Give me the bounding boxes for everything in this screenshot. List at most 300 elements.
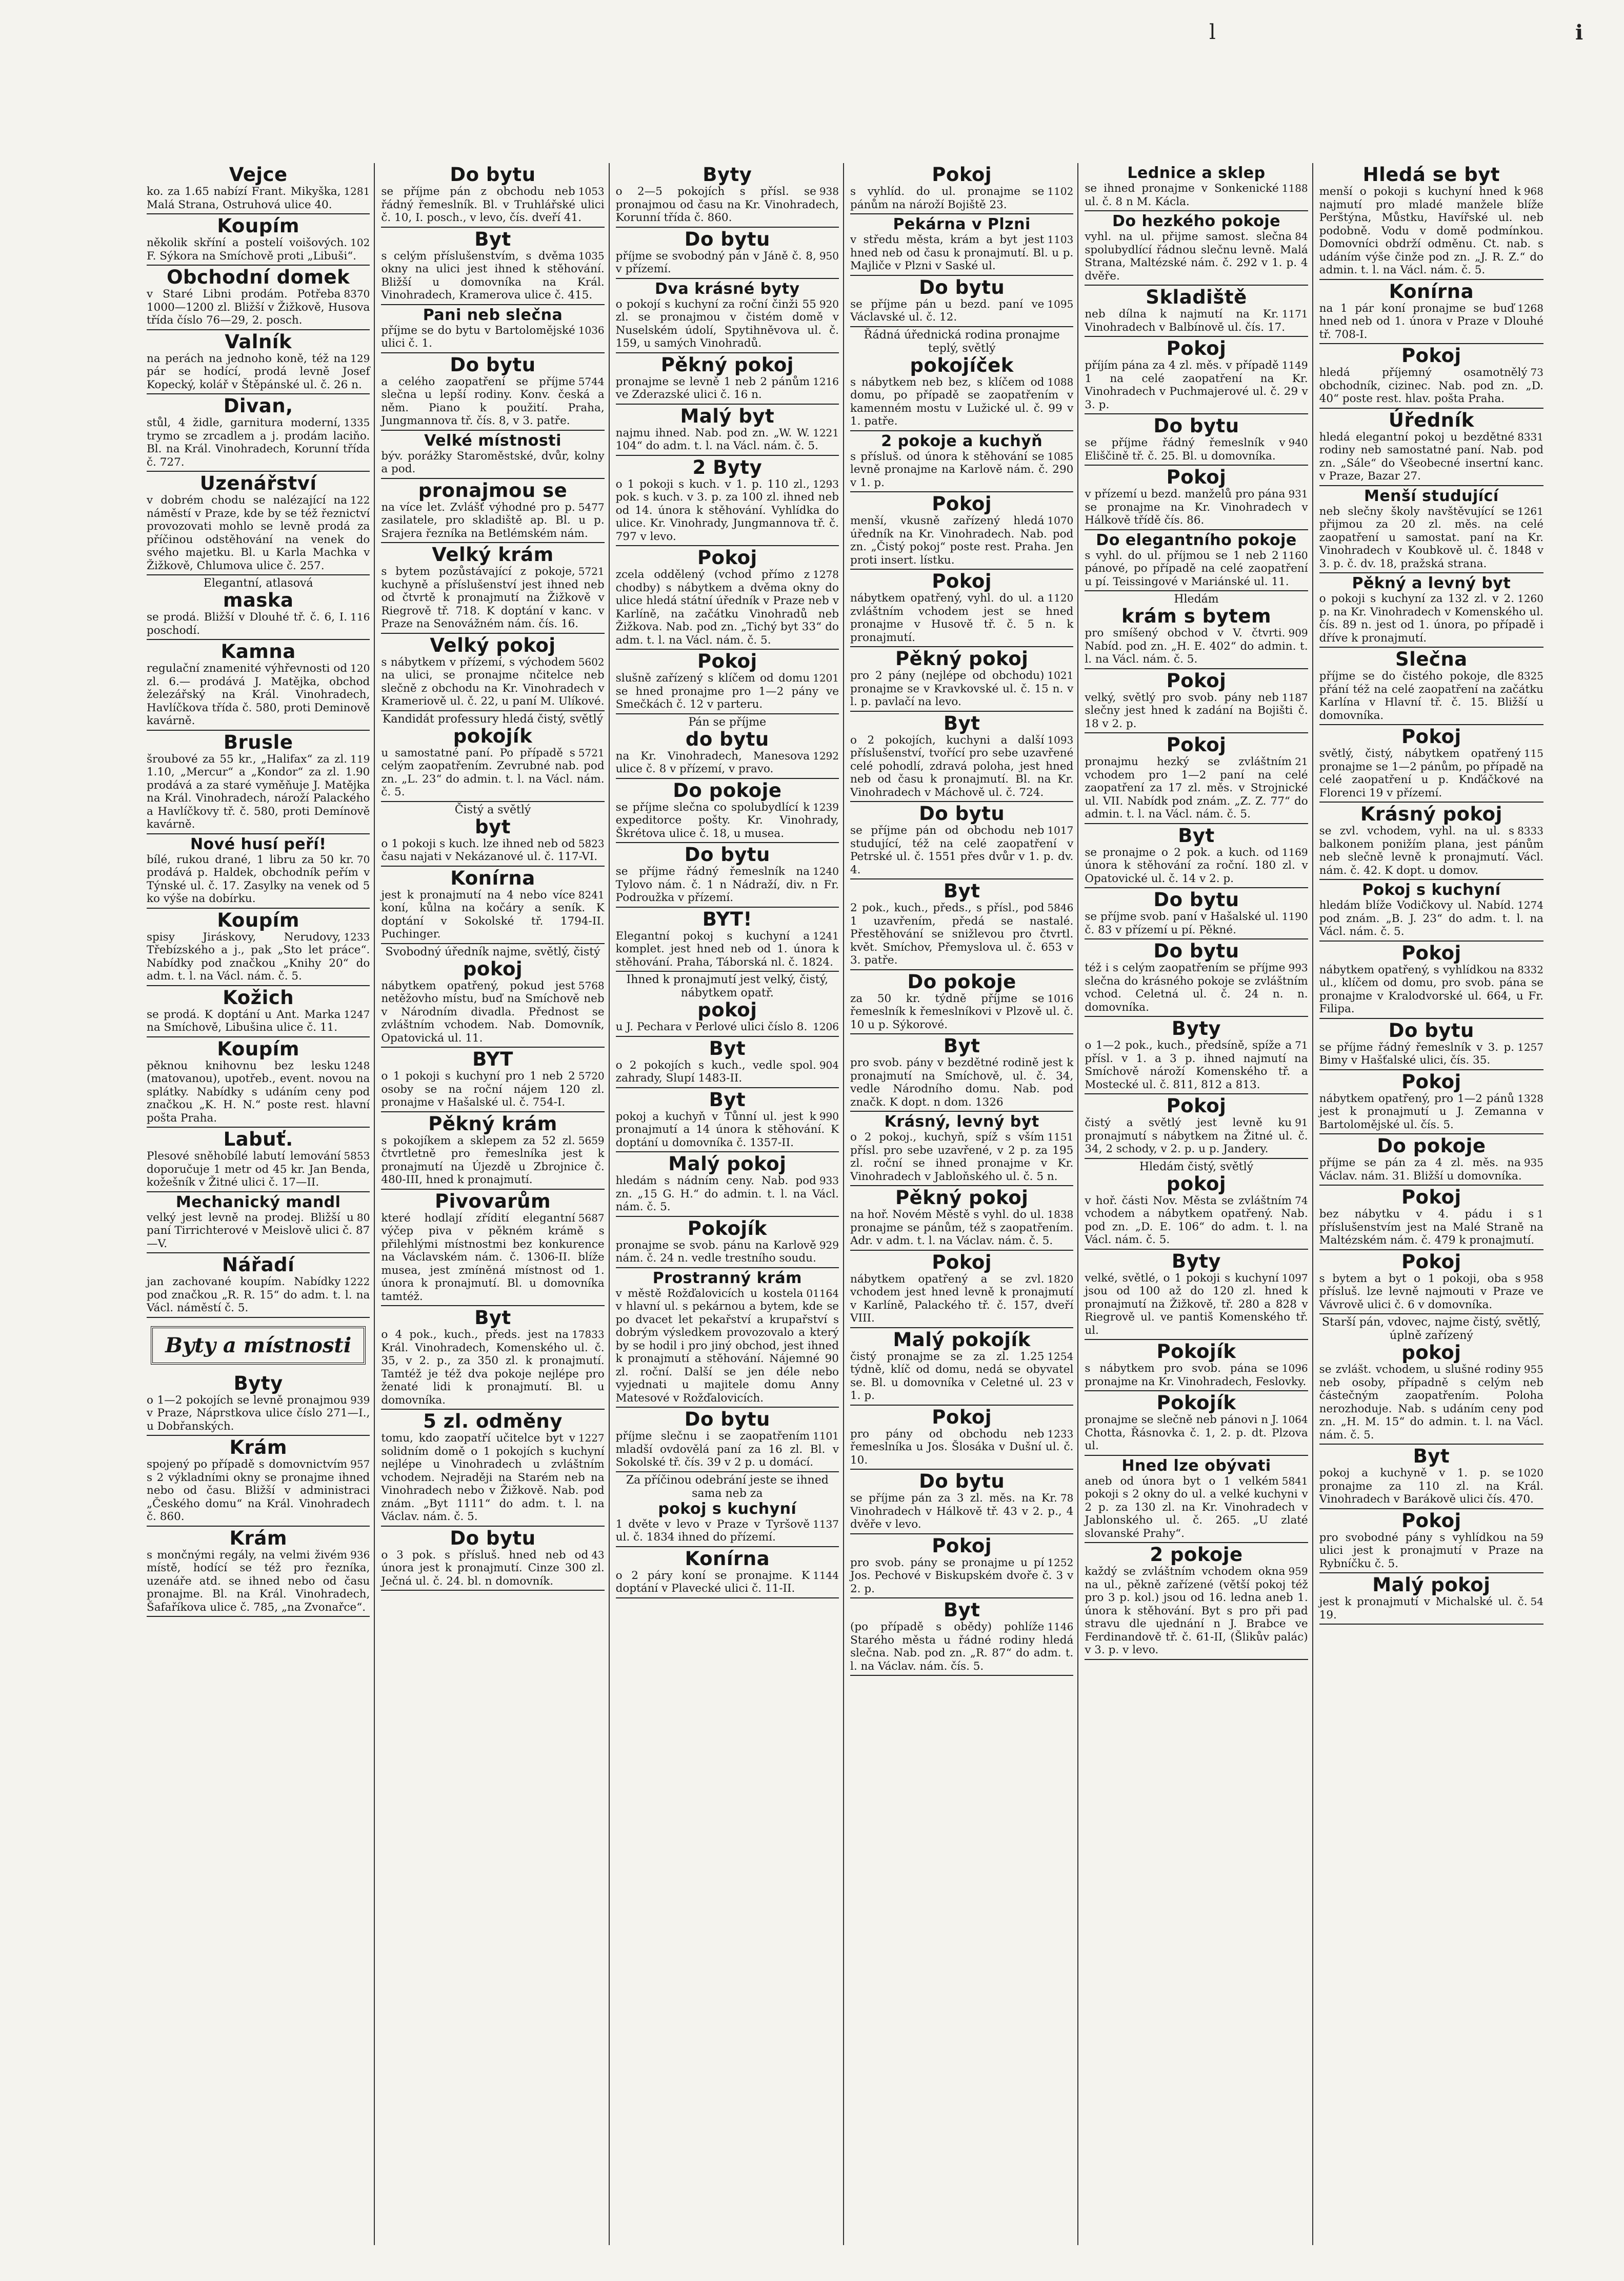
classified-ad	[616, 405, 839, 456]
ad-text	[381, 1070, 604, 1109]
ad-body: se příjme slečna co spolubydlící k expeditorce pošty. Kr. Vinohrady, Škrétova ulice č. 18, u musea.	[615, 801, 839, 840]
ad-body: o 4 pok., kuch., předs. jest na Král. Vinohradech, Komenského ul. č. 35, v 2. p., za 350 zl. k pronajmutí. Tamtéž je též dva pokoje nejlépe pro ženaté lidi k pronajmutí. Bl. u domovníka.	[381, 1328, 605, 1407]
classified-ad	[616, 714, 839, 779]
ad-number: 1268	[1517, 302, 1543, 314]
ad-heading: BYT!	[702, 908, 752, 930]
ad-text	[850, 1556, 1073, 1596]
ad-text	[381, 1432, 604, 1524]
ad-heading: pokojík	[453, 725, 533, 747]
classified-ad	[850, 1186, 1073, 1251]
ad-number: 957	[350, 1458, 370, 1470]
ad-text	[616, 1174, 839, 1214]
ad-number: 5744	[578, 375, 605, 388]
ad-body: pro svobodné pány s vyhlídkou na ulici jest k pronajmutí v Praze na Rybníčku č. 5.	[1319, 1531, 1543, 1570]
classified-ad	[850, 1112, 1073, 1186]
ad-heading: Pokoj	[932, 164, 992, 186]
ad-text	[1319, 1041, 1543, 1067]
classified-ad	[616, 456, 839, 547]
ad-text	[1319, 1156, 1543, 1183]
page-mark-right: i	[1575, 21, 1583, 45]
ad-text	[616, 1287, 839, 1405]
ad-text	[1085, 1272, 1308, 1337]
ad-number: 1036	[578, 324, 605, 336]
ad-body: s bytem a byt o 1 pokoji, oba s přísluš. lze levně najmouti v Praze ve Vávrově ulici č. 6 v domovníka.	[1319, 1272, 1543, 1311]
ad-heading: Do bytu	[919, 803, 1005, 825]
ad-body: hledám s nádním ceny. Nab. pod zn. „15 G. H.“ do admin. t. l. na Václ. nám. č. 5.	[615, 1174, 839, 1213]
ad-heading: Do bytu	[919, 276, 1005, 298]
ad-heading: Skladiště	[1146, 286, 1247, 308]
ad-text	[616, 865, 839, 905]
ad-text	[1085, 359, 1308, 411]
classified-ad	[1085, 1456, 1308, 1544]
ad-body: se příjme svob. paní v Hašalské ul. č. 83 v přízemí u pí. Pěkné.	[1085, 910, 1279, 936]
ad-number: 5721	[578, 746, 605, 759]
ad-text	[850, 992, 1073, 1032]
classified-ad	[1085, 824, 1308, 889]
ad-heading: Krám	[229, 1436, 287, 1458]
ad-heading: Malý pokoj	[1372, 1574, 1491, 1596]
ad-heading: Pokoj	[697, 547, 757, 569]
ad-text	[1319, 1363, 1543, 1442]
ad-heading: Byt	[943, 1035, 980, 1057]
ad-body: bílé, rukou drané, 1 libru za 50 kr. prodává p. Haldek, obchodník peřím v Týnské ul. č. 17. Zasylky na venek od 5 ko výše na dobírku.	[147, 853, 370, 905]
ad-heading: pokoj	[697, 999, 757, 1021]
classified-ad	[1319, 1509, 1543, 1574]
ad-number: 955	[1523, 1363, 1543, 1375]
classified-ad	[381, 353, 604, 431]
ad-text	[381, 1328, 604, 1407]
ad-number: 1278	[813, 568, 839, 581]
ad-text	[1085, 627, 1308, 666]
classified-ad	[850, 492, 1073, 570]
classified-ad	[147, 1436, 370, 1527]
classified-ad	[1085, 1250, 1308, 1340]
ad-heading: Dva krásné byty	[655, 279, 800, 298]
ad-heading: Pokoj	[1166, 466, 1227, 488]
ad-body: o 3 pok. s přísluš. hned neb od února jest k pronajmutí. Cinze 300 zl. Ječná ul. č. 24. bl. n domovník.	[381, 1548, 605, 1588]
ad-number: 1274	[1517, 899, 1543, 911]
classified-ad	[1085, 163, 1308, 211]
ad-number: 1247	[344, 1008, 370, 1021]
classified-ad	[381, 1306, 604, 1410]
ad-heading: Slečna	[1395, 648, 1468, 670]
ad-number: 1102	[1047, 185, 1074, 197]
classified-ad	[1085, 591, 1308, 669]
ad-body: v hoř. části Nov. Města se zvláštním vchodem a nábytkem opatřený. Nab. pod zn. „D. E. 106“ do adm. t. l. na Václ. nám. č. 5.	[1085, 1194, 1308, 1246]
ad-number: 73	[1530, 366, 1543, 378]
ad-number: 904	[819, 1058, 839, 1071]
ad-intro: Ihned k pronajmutí jest velký, čistý, nábytkem opatř.	[626, 973, 829, 999]
ad-heading: Byt	[943, 880, 980, 902]
column-5	[1080, 163, 1313, 2245]
ad-number: 01164	[806, 1287, 839, 1299]
ad-heading: Hledá se byt	[1362, 164, 1500, 186]
ad-number: 1101	[813, 1430, 839, 1442]
ad-number: 1838	[1047, 1208, 1074, 1220]
ad-number: 115	[1523, 747, 1543, 759]
ad-heading: Pokoj	[1401, 942, 1461, 964]
ad-number: 920	[819, 297, 839, 310]
classified-ad	[147, 472, 370, 575]
classified-ad	[1319, 486, 1543, 574]
ad-body: pro svob. pány v bezdětné rodině jest k pronajmutí na Smíchově, ul. č. 34, vedle Národního domu. Nab. pod značk. K dopt. n dom. 1326	[850, 1056, 1074, 1109]
ad-number: 1095	[1047, 297, 1074, 310]
ad-heading: Pokojík	[687, 1217, 767, 1239]
ad-heading: pokoj	[1401, 1342, 1461, 1364]
ad-body: pronajme se slečně neb pánovi n J. Chotta, Řásnovka č. 1, 2. p. dt. Plzova ul.	[1085, 1413, 1308, 1452]
ad-text	[381, 450, 604, 476]
ad-heading: Do bytu	[919, 1470, 1005, 1492]
ad-number: 931	[1288, 488, 1308, 500]
ad-body: pěknou knihovnu bez lesku (matovanou), upotřeb., event. novou na splátky. Nabídky s udáním ceny pod značkou „K. H. N.“ poste rest. hlavní pošta Praha.	[147, 1059, 370, 1125]
ad-heading: Nové husí peří!	[190, 835, 327, 853]
ad-body: neb slečny školy navštěvující se přijmou za 20 zl. měs. na celé zaopatření u samostat. paní na Kr. Vinohradech v Koubkově ul. č. 1848 v 3. p. č. dv. 18, pražská strana.	[1319, 505, 1543, 570]
ad-heading: Valník	[225, 330, 292, 353]
classified-ad	[381, 944, 604, 1048]
ad-body: s celým příslušenstvím, s dvěma okny na ulici jest ihned k stěhování. Bližší u domovníka na Král. Vinohradech, Kramerova ulice č. 415.	[381, 249, 605, 302]
ad-heading: Do bytu	[684, 228, 770, 250]
ad-intro: Za příčinou odebrání jeste se ihned sama neb za	[626, 1473, 829, 1500]
ad-text	[1319, 670, 1543, 722]
classified-ad	[1085, 466, 1308, 530]
ad-number: 8332	[1517, 963, 1543, 976]
ad-text	[1085, 230, 1308, 283]
ad-text	[1085, 549, 1308, 589]
ad-number: 5841	[1281, 1474, 1308, 1487]
ad-heading: Byty	[233, 1372, 283, 1394]
ad-heading: Pokoj	[1401, 345, 1461, 367]
ad-text	[147, 416, 370, 469]
ad-body: pro 2 pány (nejlépe od obchodu) pronajme se v Kravkovské ul. č. 15 n. v l. p. pavlačí na levo.	[850, 669, 1074, 708]
ad-body: slušně zařízený s klíčem od domu se hned pronajme pro 1—2 pány ve Smečkách č. 12 v parteru.	[615, 672, 839, 711]
ad-text	[1319, 1272, 1543, 1312]
ad-number: 116	[350, 611, 370, 623]
ad-body: o 1—2 pok., kuch., předsíně, spíže a přísl. v 1. a 3 p. ihned najmutí na Smíchově nároží Komenského tř. a Mostecké ul. č. 811, 812 a 813.	[1085, 1039, 1308, 1091]
ad-heading: Malý pokoj	[668, 1153, 787, 1175]
ad-text	[616, 1430, 839, 1469]
ad-number: 1088	[1047, 375, 1074, 388]
ad-body: se prodá. K doptání u Ant. Marka na Smíchově, Libušina ulice č. 11.	[147, 1008, 341, 1034]
classified-ad	[147, 986, 370, 1037]
ad-heading: Do bytu	[1153, 415, 1239, 437]
ad-text	[147, 236, 370, 263]
ad-body: s bytem pozůstávající z pokoje, kuchyně a příslušenství jest ihned neb od čtvrtě k pronajmutí na Žižkově v Riegrově tř. 718. K doptání v kanc. v Praze na Senovážném nám. čís. 16.	[381, 565, 605, 630]
ad-number: 8331	[1517, 430, 1543, 443]
ad-body: s vyhl. do ul. příjmou se 1 neb 2 pánové, po případě na celé zaopatření u pí. Teissingové v Mariánské ul. 11.	[1085, 549, 1308, 588]
ad-body: se příjme řádný řemeslník na Tylovo nám. č. 1 n Nádraží, div. n Fr. Podroužka v přízemí.	[615, 865, 839, 904]
ad-body: 1 dvěte v levo v Praze v Tyršově ul. č. 1834 ihned do přízemí.	[615, 1517, 810, 1544]
ad-number: 122	[350, 494, 370, 506]
ad-body: jest k pronajmutí v Michalské ul. č. 19.	[1319, 1595, 1528, 1622]
classified-ad	[147, 731, 370, 834]
ad-text	[616, 930, 839, 969]
ad-text	[1085, 910, 1308, 936]
ad-heading: BYT	[472, 1048, 513, 1070]
ad-number: 1190	[1281, 910, 1308, 923]
ad-body: s vyhlíd. do ul. pronajme se pánům na nároží Bojiště 23.	[850, 185, 1045, 211]
ad-text	[1085, 1565, 1308, 1657]
ad-body: příjme se pán za 4 zl. měs. na Václav. nám. 31. Bližší u domovníka.	[1319, 1156, 1522, 1183]
classified-ad	[147, 834, 370, 909]
ad-text	[1085, 755, 1308, 821]
ad-body: na hoř. Novém Městě s vyhl. do ul. pronajme se pánům, též s zaopatřením. Adr. v adm. t. l. na Václav. nám. č. 5.	[850, 1208, 1074, 1247]
ad-number: 70	[356, 853, 370, 866]
ad-body: Plesové sněhobílé labutí lemování doporučuje 1 metr od 45 kr. Jan Benda, kožešník v Žitné ulici č. 17—II.	[147, 1150, 370, 1189]
ad-number: 8325	[1517, 670, 1543, 682]
ad-body: v dobrém chodu se nalézající na náměstí v Praze, kde by se též řeznictví provozovati mohlo se levně prodá za příčinou odstěhování na venek do svého majetku. Bl. u Karla Machka v Žižkově, Chlumova ulice č. 257.	[147, 494, 370, 572]
classified-ad	[850, 970, 1073, 1035]
ad-text	[147, 611, 370, 637]
ad-number: 21	[1295, 755, 1308, 768]
ad-text	[850, 1208, 1073, 1248]
ad-heading: Do bytu	[684, 844, 770, 866]
ad-heading: Byty	[1171, 1250, 1221, 1272]
ad-body: pronajme se levně 1 neb 2 pánům ve Zderazské ulici č. 16 n.	[615, 375, 810, 401]
classified-ad	[850, 276, 1073, 327]
classified-ad	[381, 431, 604, 479]
ad-heading: Kamna	[220, 641, 296, 663]
ad-heading: Pokoj	[932, 1534, 992, 1557]
ad-text	[850, 1131, 1073, 1183]
ad-text	[616, 185, 839, 225]
ad-number: 8241	[578, 888, 605, 901]
ad-text	[616, 1021, 839, 1034]
classified-ad	[1085, 888, 1308, 939]
ad-text	[616, 250, 839, 276]
ad-text	[381, 747, 604, 799]
ad-body: nábytkem opatřený, s vyhlídkou na ul., klíčem od domu, pro svob. pána se pronajme v Kralodvorské ul. 664, u Fr. Filipa.	[1319, 963, 1543, 1015]
ad-body: hledá příjemný osamotnělý obchodník, cizinec. Nab. pod zn. „D. 40“ poste rest. hlav. pošta Praha.	[1319, 366, 1543, 405]
ad-number: 1233	[344, 930, 370, 943]
ad-heading: Malý byt	[680, 405, 775, 427]
classified-ad	[1319, 409, 1543, 486]
ad-number: 935	[1523, 1156, 1543, 1169]
ad-number: 1328	[1517, 1092, 1543, 1105]
ad-text	[147, 662, 370, 728]
classified-ad	[850, 214, 1073, 276]
ad-heading: pokojíček	[910, 354, 1014, 376]
classified-ad	[850, 1034, 1073, 1112]
ad-heading: 2 pokoje a kuchyň	[881, 432, 1043, 450]
ad-text	[147, 1059, 370, 1125]
ad-number: 1281	[344, 185, 370, 197]
ad-heading: pokoj	[1166, 1172, 1227, 1195]
ad-heading: krám s bytem	[1121, 605, 1272, 627]
ad-text	[850, 669, 1073, 709]
ad-number: 938	[819, 185, 839, 197]
ad-number: 5687	[578, 1211, 605, 1224]
ad-heading: 2 Byty	[692, 456, 763, 478]
ad-body: se příjme pán u bezd. paní ve Václavské ul. č. 12.	[850, 297, 1045, 324]
ad-text	[850, 298, 1073, 324]
ad-text	[147, 1394, 370, 1433]
ad-number: 1103	[1047, 233, 1074, 246]
ad-text	[147, 853, 370, 906]
ad-heading: Úředník	[1388, 409, 1474, 431]
ad-heading: Prostranný krám	[652, 1269, 802, 1287]
column-6	[1315, 163, 1548, 2245]
ad-text	[147, 931, 370, 983]
ad-heading: Obchodní domek	[167, 266, 350, 288]
ad-body: s pokojíkem a sklepem za 52 zl. čtvrtletně pro řemeslníka jest k pronajmutí na Újezdě u Zbrojnice č. 480-III, hned k pronajmutí.	[381, 1134, 605, 1186]
ad-number: 933	[819, 1174, 839, 1187]
classified-ad	[850, 570, 1073, 647]
classified-ad	[1319, 1314, 1543, 1445]
classified-ad	[381, 1112, 604, 1190]
ad-body: na Kr. Vinohradech, Manesova ulice č. 8 v přízemí, v pravo.	[615, 749, 810, 775]
classified-ad	[147, 266, 370, 330]
ad-number: 1201	[813, 672, 839, 684]
ad-text	[850, 734, 1073, 799]
ad-body: pro pány od obchodu neb řemeslníka u Jos. Šlosáka v Dušní ul. č. 10.	[850, 1427, 1074, 1467]
ad-number: 5720	[578, 1070, 605, 1082]
ad-body: nábytkem opatřený, pro 1—2 pánů jest k pronajmutí u J. Zemanna v Bartolomějské ul. čís. 5.	[1319, 1092, 1543, 1131]
ad-body: světlý, čistý, nábytkem opatřený pronajme se 1—2 pánům, po případě na celé zaopatření u p. Knďáčkové na Florenci 19 v přízemí.	[1319, 747, 1543, 799]
ad-number: 1241	[813, 929, 839, 942]
classified-ad	[1319, 1445, 1543, 1509]
ad-body: se zvl. vchodem, vyhl. na ul. s balkonem ponižím plana, jest pánům neb slečně levně k pronajmutí. Václ. nám. č. 42. K dopt. u domov.	[1319, 825, 1543, 877]
ad-text	[850, 1620, 1073, 1673]
ad-number: 1239	[813, 801, 839, 813]
ad-text	[381, 889, 604, 941]
ad-heading: Byt	[474, 228, 511, 250]
ad-heading: Pokoj	[1401, 1186, 1461, 1208]
classified-ad	[1085, 669, 1308, 734]
ad-heading: Labuť.	[223, 1128, 293, 1150]
ad-number: 1248	[344, 1059, 370, 1072]
classified-ad	[147, 909, 370, 986]
ad-intro: Čistý a světlý	[454, 803, 531, 816]
ad-number: 1137	[813, 1517, 839, 1530]
ad-body: o 1 pokoji s kuch. lze ihned neb od času najati v Nekázanové ul. č. 117-VI.	[381, 837, 598, 863]
ad-text	[850, 1428, 1073, 1467]
classified-ad	[1319, 1134, 1543, 1186]
ad-body: s nábytkem v přízemí, s východem na ulici, se pronajme nčitelce neb slečně z obchodu na Kr. Vinohradech v Krameriově ul. č. 22, u paní M. Ulíkové.	[381, 655, 605, 708]
ad-body: se ihned pronajme v Sonkenické ul. č. 8 n M. Kácla.	[1085, 182, 1279, 208]
ad-body: menší, vkusně zařízený hledá úředník na Kr. Vinohradech. Nab. pod zn. „Čistý pokoj“ poste rest. Praha. Jen proti insert. lístku.	[850, 514, 1074, 567]
ad-number: 5659	[578, 1134, 605, 1147]
ad-intro: Pán se příjme	[688, 715, 767, 729]
ad-body: pronajme se svob. pánu na Karlově nám. č. 24 n. vedle trestního soudu.	[615, 1238, 816, 1265]
ad-number: 17833	[572, 1328, 605, 1340]
classified-ad	[1085, 211, 1308, 286]
classified-ad	[381, 867, 604, 944]
ad-number: 1016	[1047, 992, 1074, 1005]
classified-ad	[616, 279, 839, 353]
ad-text	[1319, 366, 1543, 406]
ad-body: příjme se do čistého pokoje, dle přání též na celé zaopatření na začátku Karlína v Hlavní tř. č. 15. Bližší u domovníka.	[1319, 670, 1543, 722]
ad-heading: Koupím	[217, 1037, 299, 1060]
ad-text	[850, 592, 1073, 644]
ad-heading: Uzenářství	[199, 472, 317, 494]
ad-heading: Byty	[703, 164, 752, 186]
ad-number: 5768	[578, 979, 605, 992]
ad-heading: Pani neb slečna	[423, 306, 563, 324]
ad-heading: Pokoj	[1401, 1250, 1461, 1273]
ad-intro: Svobodný úředník najme, světlý, čistý	[385, 945, 600, 958]
ad-heading: Vejce	[229, 164, 288, 186]
ad-number: 91	[1295, 1116, 1308, 1129]
ad-intro: Starší pán, vdovec, najme čistý, světlý, úplně zařízený	[1321, 1316, 1541, 1342]
ad-number: 1085	[1047, 450, 1074, 463]
ad-number: 5823	[578, 837, 605, 850]
ad-text	[1319, 1467, 1543, 1506]
ad-number: 1293	[813, 477, 839, 490]
ad-text	[1085, 1475, 1308, 1540]
ad-body: se příjme pán z obchodu neb řádný řemeslník. Bl. v Truhlářské ulici č. 10, I. posch., v levo, čís. dveří 41.	[381, 185, 605, 224]
ad-text	[1319, 185, 1543, 277]
ad-heading: Konírna	[685, 1547, 770, 1570]
ad-heading: Lednice a sklep	[1127, 164, 1266, 182]
ad-body: zcela oddělený (vchod přímo z chodby) s nábytkem a dvěma okny do ulice hledá státní úředník v Praze neb v Karlíně, na začátku Vinohradů neb Žižkova. Nab. pod zn. „Tichý byt 33“ do adm. t. l. na Václ. nám. č. 5.	[615, 568, 839, 647]
ad-number: 993	[1288, 962, 1308, 974]
ad-body: s nábytkem pro svob. pána se pronajme na Kr. Vinohradech, Feslovky.	[1085, 1362, 1307, 1388]
classified-ad	[850, 1406, 1073, 1470]
classified-ad	[1085, 286, 1308, 337]
ad-heading: Do pokoje	[907, 970, 1016, 993]
ad-body: v středu města, krám a byt jest hned neb od času k pronajmutí. Bl. u p. Majliče v Plzni v Saské ul.	[850, 233, 1074, 272]
ad-body: o 2 páry koní se pronajme. K doptání v Plavecké ulici č. 11-II.	[615, 1569, 810, 1595]
ad-text	[616, 801, 839, 841]
classified-ad	[1085, 1391, 1308, 1456]
ad-heading: Krásný, levný byt	[884, 1113, 1039, 1131]
ad-heading: Konírna	[450, 867, 535, 889]
ad-heading: Hned lze obývati	[1121, 1456, 1271, 1475]
ad-text	[147, 1275, 370, 1315]
classified-ad	[1319, 280, 1543, 345]
classified-columns	[143, 163, 1548, 2245]
column-1	[143, 163, 375, 2245]
ad-text	[850, 1056, 1073, 1109]
ad-text	[1085, 1362, 1308, 1388]
ad-number: 1144	[813, 1569, 839, 1582]
ad-heading: Byt	[709, 1037, 746, 1059]
ad-heading: Pokoj	[1401, 1509, 1461, 1532]
ad-text	[1085, 962, 1308, 1014]
ad-heading: Do elegantního pokoje	[1096, 531, 1297, 549]
ad-number: 940	[1288, 436, 1308, 449]
ad-number: 1064	[1281, 1413, 1308, 1426]
ad-heading: maska	[223, 589, 294, 611]
ad-body: se prodá. Bližší v Dlouhé tř. č. 6, I. poschodí.	[147, 611, 348, 637]
ad-number: 959	[1288, 1565, 1308, 1577]
ad-body: stůl, 4 židle, garnitura moderní, trymo se zrcadlem a j. prodám laciňo. Bl. na Král. Vinohradech, Korunní třída č. 727.	[147, 416, 370, 469]
classified-ad	[616, 908, 839, 972]
ad-body: se příjme pán za 3 zl. měs. na Kr. Vinohradech v Hálkově tř. 43 v 2. p., 4 dvěře v levo.	[850, 1492, 1074, 1531]
ad-body: o 1 pokoji s kuch. v 1. p. 110 zl., pok. s kuch. v 3. p. za 100 zl. ihned neb od 14. února k stěhování. Vyhlídka do ulice. Kr. Vinohrady, Jungmannova tř. č. 797 v levo.	[615, 477, 839, 543]
ad-heading: Byt	[1413, 1445, 1450, 1467]
classified-ad	[1319, 163, 1543, 280]
classified-ad	[850, 327, 1073, 431]
ad-heading: Pokoj	[1166, 734, 1227, 756]
ad-text	[850, 376, 1073, 428]
ad-intro: Hledám čistý, světlý	[1139, 1160, 1254, 1173]
classified-ad	[850, 1470, 1073, 1534]
ad-heading: Byt	[943, 1599, 980, 1621]
ad-body: velký, světlý pro svob. pány neb slečny jest hned k zadání na Bojišti č. 18 v 2. p.	[1085, 691, 1308, 730]
classified-ad	[616, 843, 839, 908]
ad-heading: Pěkný krám	[428, 1112, 557, 1135]
ad-body: ko. za 1.65 nabízí Frant. Mikyška, Malá Strana, Ostruhová ulice 40.	[147, 185, 341, 211]
ad-heading: Pokoj	[697, 650, 757, 672]
classified-ad	[1319, 344, 1543, 409]
ad-text	[381, 501, 604, 541]
ad-text	[616, 375, 839, 402]
ad-number: 1097	[1281, 1271, 1308, 1284]
ad-heading: pokoj s kuchyní	[658, 1499, 797, 1518]
ad-intro: Kandidát professury hledá čistý, světlý	[382, 712, 603, 726]
ad-text	[1085, 1039, 1308, 1091]
